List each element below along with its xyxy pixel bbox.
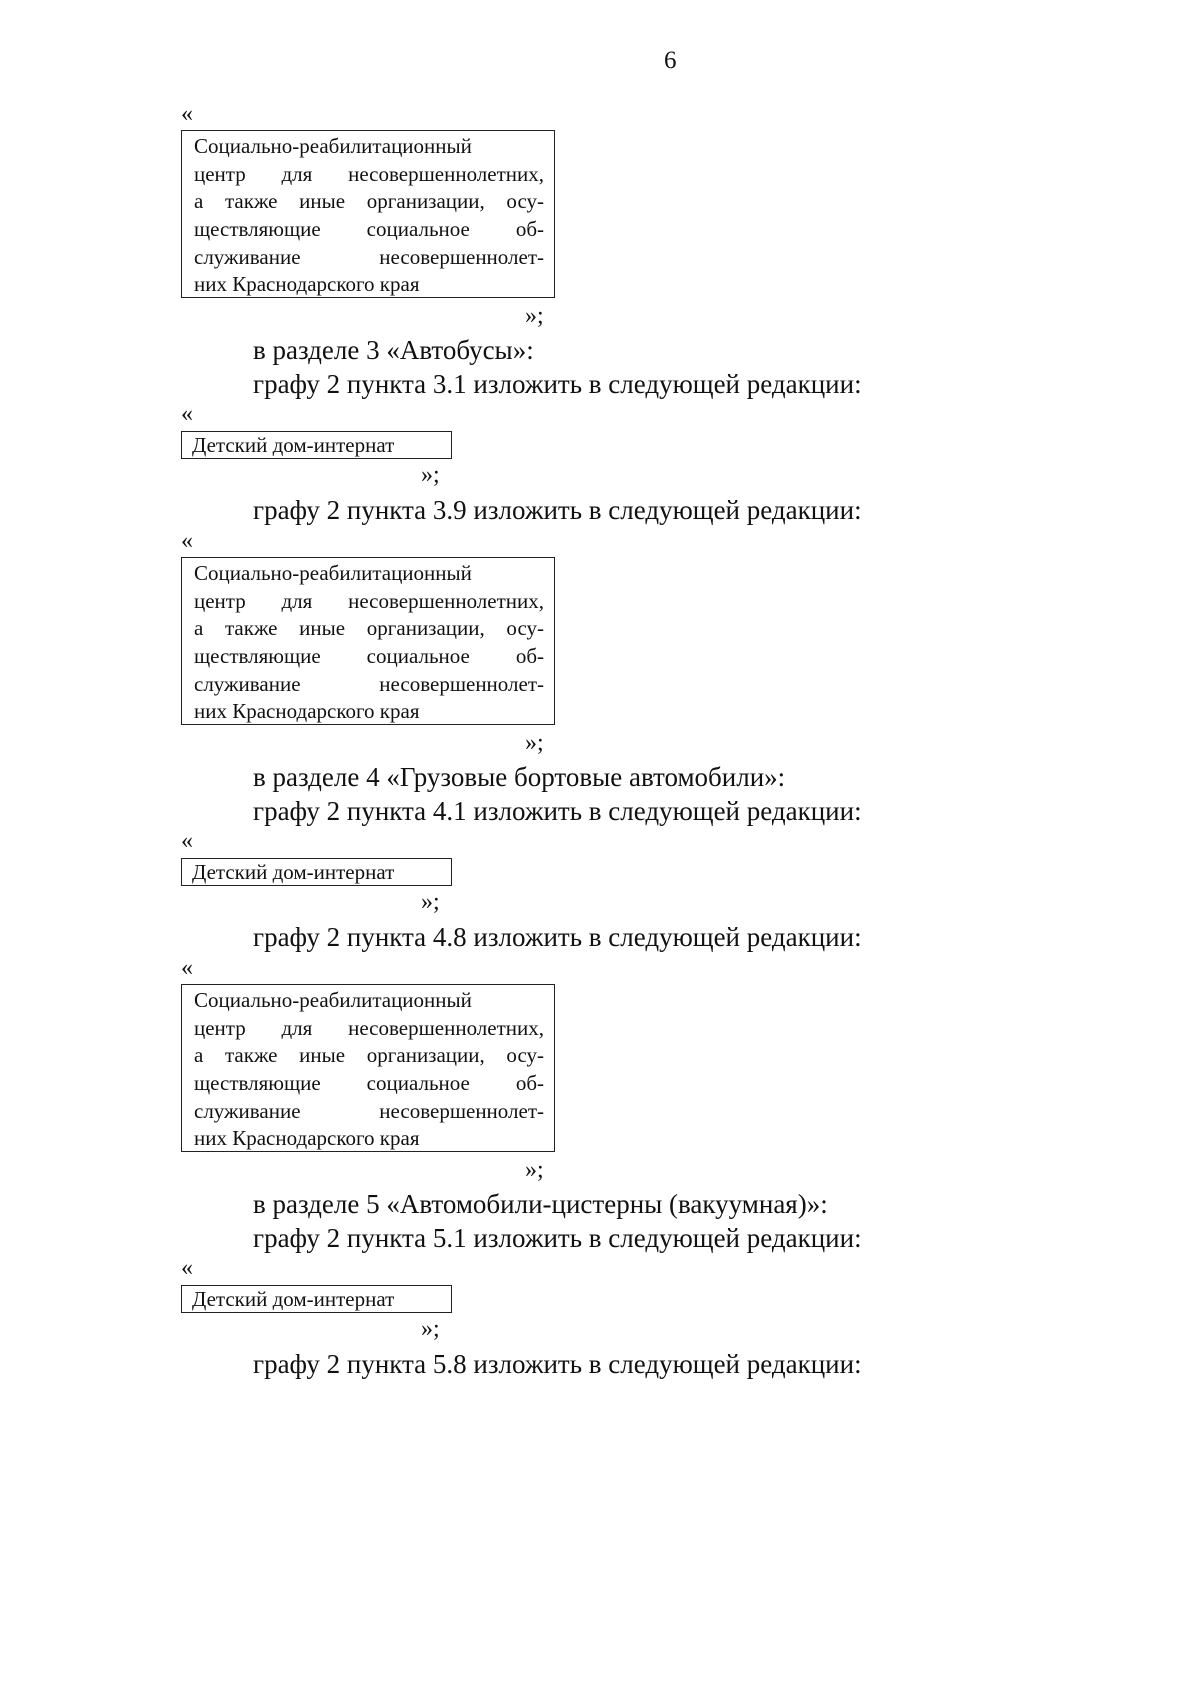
box-text: Детский дом-интернат: [192, 1287, 395, 1311]
box-line: а также иные организации, осу-: [194, 1043, 544, 1068]
box-line: них Краснодарского края: [194, 1126, 420, 1151]
box-line: центр для несовершеннолетних,: [194, 588, 544, 613]
social-center-box: [181, 557, 555, 725]
open-quote: «: [181, 955, 193, 981]
box-line: а также иные организации, осу-: [194, 189, 544, 214]
item-3-9-instruction: графу 2 пункта 3.9 изложить в следующей редакции:: [253, 495, 862, 525]
box-line: них Краснодарского края: [194, 272, 420, 297]
box-line: Социально-реабилитационный: [194, 561, 472, 585]
social-center-box: [181, 984, 555, 1152]
box-line: служивание несовершеннолет-: [194, 244, 544, 269]
item-4-8-instruction: графу 2 пункта 4.8 изложить в следующей редакции:: [253, 922, 862, 952]
box-line: центр для несовершеннолетних,: [194, 1015, 544, 1040]
box-line: а также иные организации, осу-: [194, 616, 544, 641]
open-quote: «: [181, 401, 193, 427]
box-line: ществляющие социальное об-: [194, 1071, 544, 1096]
page-number: 6: [664, 47, 677, 74]
close-quote: »;: [525, 730, 544, 756]
item-3-1-instruction: графу 2 пункта 3.1 изложить в следующей редакции:: [253, 369, 862, 399]
box-line: них Краснодарского края: [194, 699, 420, 724]
item-5-1-instruction: графу 2 пункта 5.1 изложить в следующей редакции:: [253, 1223, 862, 1253]
open-quote: «: [181, 1255, 193, 1281]
close-quote: »;: [525, 1157, 544, 1183]
box-line: центр для несовершеннолетних,: [194, 161, 544, 186]
children-home-box: [181, 1285, 452, 1313]
open-quote: «: [181, 528, 193, 554]
social-center-box: [181, 130, 555, 298]
children-home-box: [181, 858, 452, 886]
box-line: служивание несовершеннолет-: [194, 1098, 544, 1123]
close-quote: »;: [421, 462, 440, 488]
box-line: Социально-реабилитационный: [194, 988, 472, 1012]
children-home-box: [181, 431, 452, 459]
box-line: ществляющие социальное об-: [194, 644, 544, 669]
open-quote: «: [181, 101, 193, 127]
box-text: Детский дом-интернат: [192, 433, 395, 457]
close-quote: »;: [421, 889, 440, 915]
section-3-heading: в разделе 3 «Автобусы»:: [253, 335, 534, 365]
open-quote: «: [181, 828, 193, 854]
close-quote: »;: [421, 1316, 440, 1342]
section-5-heading: в разделе 5 «Автомобили-цистерны (вакуумная)»:: [253, 1189, 828, 1219]
box-line: ществляющие социальное об-: [194, 217, 544, 242]
item-5-8-instruction: графу 2 пункта 5.8 изложить в следующей редакции:: [253, 1349, 862, 1379]
close-quote: »;: [525, 303, 544, 329]
box-line: Социально-реабилитационный: [194, 134, 472, 158]
box-text: Детский дом-интернат: [192, 860, 395, 884]
section-4-heading: в разделе 4 «Грузовые бортовые автомобили»:: [253, 762, 786, 792]
box-line: служивание несовершеннолет-: [194, 671, 544, 696]
item-4-1-instruction: графу 2 пункта 4.1 изложить в следующей редакции:: [253, 796, 862, 826]
